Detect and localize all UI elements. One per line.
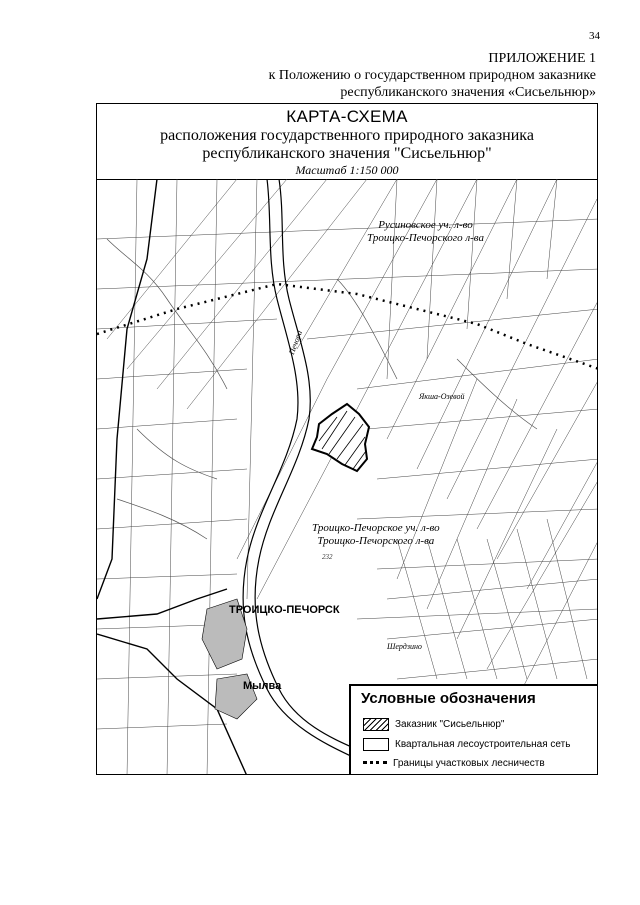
forestry-label-1: Русиновское уч. л-во Троицко-Печорского л-ва [367,219,484,244]
appendix-heading [269,50,596,101]
appendix-line-3: республиканского значения «Сисьельнюр» [340,85,596,100]
forestry-label-2: Троицко-Печорское уч. л-во Троицко-Печорского л-ва [312,522,440,547]
town-label-troitsko-pechorsk: ТРОИЦКО-ПЕЧОРСК [229,604,340,616]
streams [107,239,547,759]
town-areas [202,599,257,719]
page-number: 34 [589,30,600,42]
map-header [97,104,597,180]
map-frame [96,103,598,775]
village-label-2: Шердзино [387,642,422,651]
appendix-line-2: к Положению о государственном природном заказнике [268,68,596,83]
box-swatch-icon [363,738,389,751]
legend-item-boundary: Границы участковых лесничеств [363,758,545,769]
legend-item-grid: Квартальная лесоустроительная сеть [363,738,570,751]
river-label: Печора [287,329,305,356]
river-pechora [243,179,367,759]
legend [349,684,598,775]
legend-title: Условные обозначения [361,690,536,707]
map-scale: Масштаб 1:150 000 [295,163,399,177]
town-label-mylva: Мылва [243,680,282,692]
map-subtitle-2: республиканского значения "Сисьельнюр" [202,145,492,162]
appendix-line-1: ПРИЛОЖЕНИЕ 1 [488,51,596,66]
hatch-swatch-icon [363,718,389,731]
legend-item-reserve: Заказник "Сисьельнюр" [363,718,504,731]
dotted-line-icon [363,761,387,766]
map-title: КАРТА-СХЕМА [286,107,408,126]
map-subtitle-1: расположения государственного природного заказника [160,127,534,144]
quarter-number-sample: 232 [322,553,333,561]
forestry-boundaries [97,284,598,369]
village-label-1: Якша-Озевой [419,392,465,401]
